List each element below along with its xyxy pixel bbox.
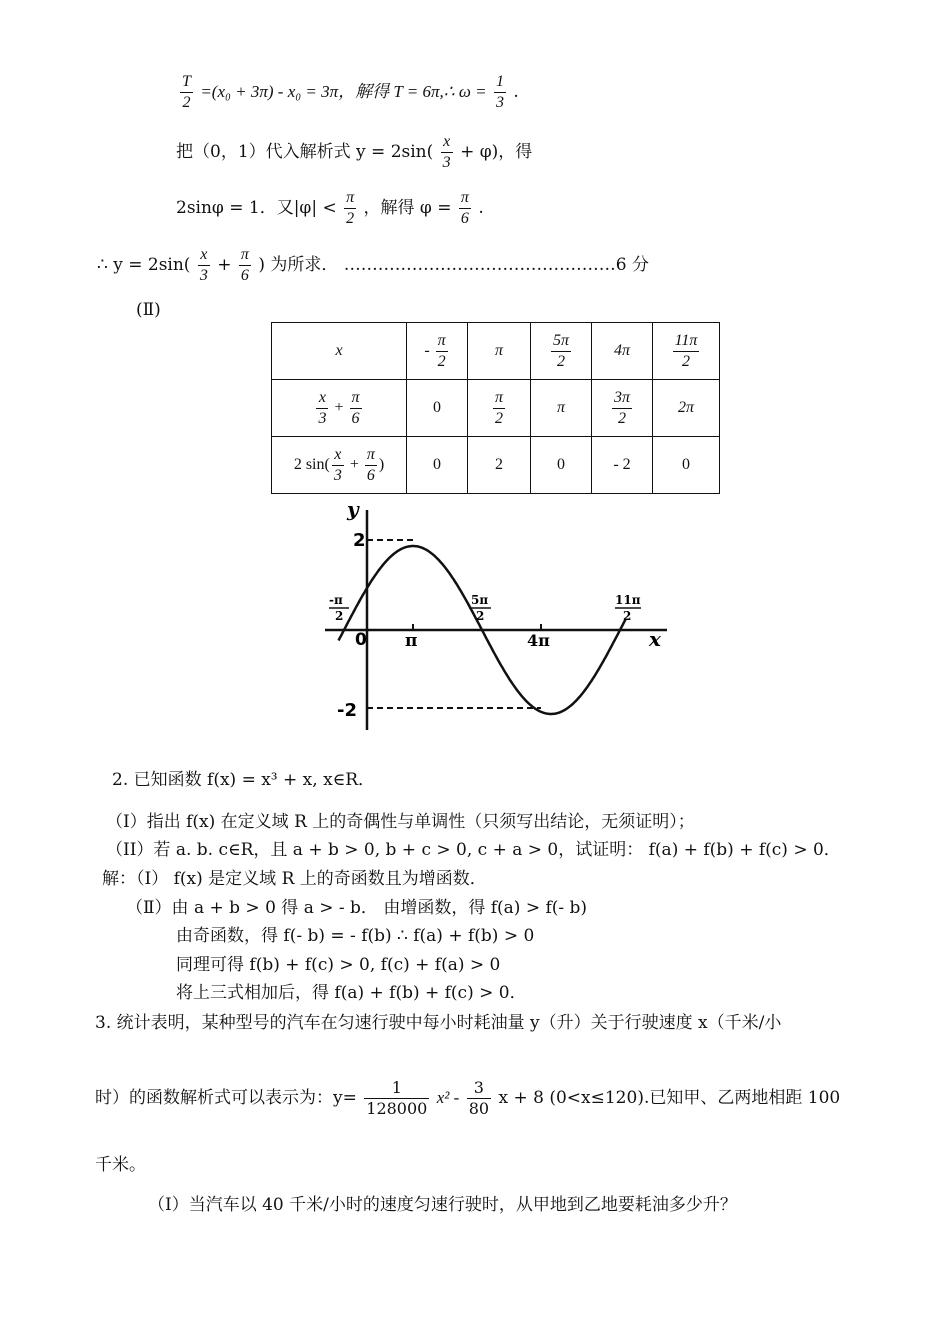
x-tick-label-11pi-half [615, 593, 641, 623]
fraction-3-over-80 [467, 1078, 491, 1119]
solution-answer [97, 245, 649, 286]
problem2-solution4: 同理可得 f(b) + f(c) > 0, f(c) + f(a) > 0 [176, 955, 501, 975]
svg-text:2: 2 [335, 609, 344, 623]
score-dots: …………………………………………6 分 [343, 255, 650, 275]
value-table [271, 322, 720, 494]
problem2-solution3: 由奇函数，得 f(- b) = - f(b) ∴ f(a) + f(b) > 0 [176, 926, 535, 946]
fraction-numerator: 1 [494, 72, 506, 93]
fraction-denominator: 3 [199, 267, 208, 284]
problem2-solution2: （Ⅱ）由 a + b > 0 得 a > - b． 由增函数，得 f(a) > f(- b) [126, 898, 588, 918]
answer-prefix: ∴ y = 2sin( [97, 255, 191, 275]
fraction-numerator: x [441, 132, 453, 153]
solution-line-phi: 2sinφ = 1．又|φ| < $\frac{\pi}{2}$ ，解得 φ = $\frac{\pi}{6}$ . [176, 189, 484, 227]
problem2-stem: 2. 已知函数 f(x) = x³ + x, x∈R． [112, 770, 376, 790]
svg-text:2: 2 [623, 609, 632, 623]
period-equation: =(x₀ + 3π) - x₀ = 3π，解得 T = 6π,∴ ω = [200, 82, 487, 101]
fraction-omega [494, 72, 506, 113]
fraction-x-over-3 [441, 132, 453, 173]
fraction-denominator: 6 [460, 210, 469, 227]
solution-line-period: $\frac{T}{2}$ =(x₀ + 3π) - x₀ = 3π，解得 T = 6π,∴ ω = $\frac{1}{3}$ . [182, 73, 519, 111]
y-min-label: -2 [337, 700, 357, 721]
table-cell: π [468, 323, 531, 380]
svg-text:-π: -π [329, 593, 343, 607]
answer-plus: + [217, 255, 232, 275]
solution-line-substitute [176, 132, 532, 173]
fraction-t-over-2 [180, 72, 193, 113]
table-row-label: 2 sin( $\frac{x}{3}$ + $\frac{\pi}{6}$ ) [272, 437, 407, 494]
table-cell: π [531, 380, 592, 437]
table-cell: - $\frac{\pi}{2}$ [407, 323, 468, 380]
table-cell: 4π [592, 323, 653, 380]
table-cell: $\frac{11\pi}{2}$ [653, 323, 720, 380]
problem2-solution5: 将上三式相加后，得 f(a) + f(b) + f(c) > 0． [176, 983, 527, 1003]
table-cell: 2π [653, 380, 720, 437]
origin-label: 0 [355, 630, 367, 650]
x-axis-label: x [649, 627, 661, 651]
fraction-x-over-3 [198, 245, 210, 286]
part2-label: (Ⅱ) [136, 300, 161, 320]
table-cell: 0 [407, 380, 468, 437]
fraction-numerator: T [180, 72, 193, 93]
fraction-numerator: 1 [364, 1078, 429, 1099]
fraction-pi-over-6 [459, 188, 471, 229]
table-row-label: $\frac{x}{3}$ + $\frac{\pi}{6}$ [272, 380, 407, 437]
problem3-line1: 3. 统计表明，某种型号的汽车在匀速行驶中每小时耗油量 y（升）关于行驶速度 x（千米/小 [95, 1013, 782, 1033]
table-cell: $\frac{\pi}{2}$ [468, 380, 531, 437]
table-row [272, 323, 720, 380]
fraction-denominator: 128000 [366, 1099, 428, 1118]
svg-text:5π: 5π [471, 593, 489, 607]
formula-x-squared: x² - [436, 1088, 460, 1107]
formula-prefix: 时）的函数解析式可以表示为：y= [95, 1088, 357, 1108]
table-cell: 0 [653, 437, 720, 494]
problem3-question1: （Ⅰ）当汽车以 40 千米/小时的速度匀速行驶时，从甲地到乙地要耗油多少升？ [148, 1195, 737, 1215]
fraction-numerator: π [344, 188, 356, 209]
table-cell: 0 [531, 437, 592, 494]
phi-solve: ，解得 φ = [363, 198, 452, 218]
fraction-pi-over-2 [344, 188, 356, 229]
fraction-denominator: 6 [240, 267, 249, 284]
substitute-text: 把（0，1）代入解析式 y = 2sin( [176, 142, 434, 162]
table-row [272, 437, 720, 494]
fraction-denominator: 80 [468, 1099, 490, 1118]
fraction-pi-over-6 [239, 245, 251, 286]
x-tick-label-pi: π [405, 631, 418, 651]
fraction-numerator: 3 [467, 1078, 491, 1099]
answer-suffix: ) 为所求． [258, 255, 339, 275]
x-tick-label-neg-pi-half [329, 593, 349, 623]
problem3-line3: 千米。 [95, 1155, 146, 1175]
y-max-label: 2 [353, 530, 366, 551]
table-cell: - 2 [592, 437, 653, 494]
formula-suffix: x + 8 (0<x≤120).已知甲、乙两地相距 100 [498, 1088, 841, 1108]
problem3-formula-line [95, 1078, 840, 1119]
sine-graph [305, 498, 685, 738]
x-tick-label-5pi-half [469, 593, 491, 623]
fraction-denominator: 3 [496, 94, 504, 111]
x-tick-label-4pi: 4π [527, 631, 550, 650]
fraction-denominator: 3 [442, 154, 451, 171]
substitute-tail: + φ)，得 [460, 142, 533, 162]
fraction-numerator: π [239, 245, 251, 266]
phi-condition: 2sinφ = 1．又|φ| < [176, 198, 337, 218]
table-cell: $\frac{5\pi}{2}$ [531, 323, 592, 380]
fraction-numerator: x [198, 245, 210, 266]
fraction-numerator: π [459, 188, 471, 209]
problem2-question1: （I）指出 f(x) 在定义域 R 上的奇偶性与单调性（只须写出结论，无须证明）； [106, 812, 695, 832]
table-cell: $\frac{3\pi}{2}$ [592, 380, 653, 437]
problem2-solution1: 解：（Ⅰ） f(x) 是定义域 R 上的奇函数且为增函数． [102, 869, 487, 889]
fraction-denominator: 2 [182, 94, 191, 111]
problem2-question2: （II）若 a. b. c∈R，且 a + b > 0, b + c > 0, c + a > 0，试证明： f(a) + f(b) + f(c) > 0． [106, 840, 841, 860]
table-cell: 2 [468, 437, 531, 494]
table-cell: 0 [407, 437, 468, 494]
table-row-label: x [272, 323, 407, 380]
y-axis-label: y [347, 498, 359, 521]
svg-text:11π: 11π [615, 593, 641, 607]
svg-text:2: 2 [476, 609, 485, 623]
table-row [272, 380, 720, 437]
fraction-1-over-128000 [364, 1078, 429, 1119]
fraction-denominator: 2 [346, 210, 355, 227]
